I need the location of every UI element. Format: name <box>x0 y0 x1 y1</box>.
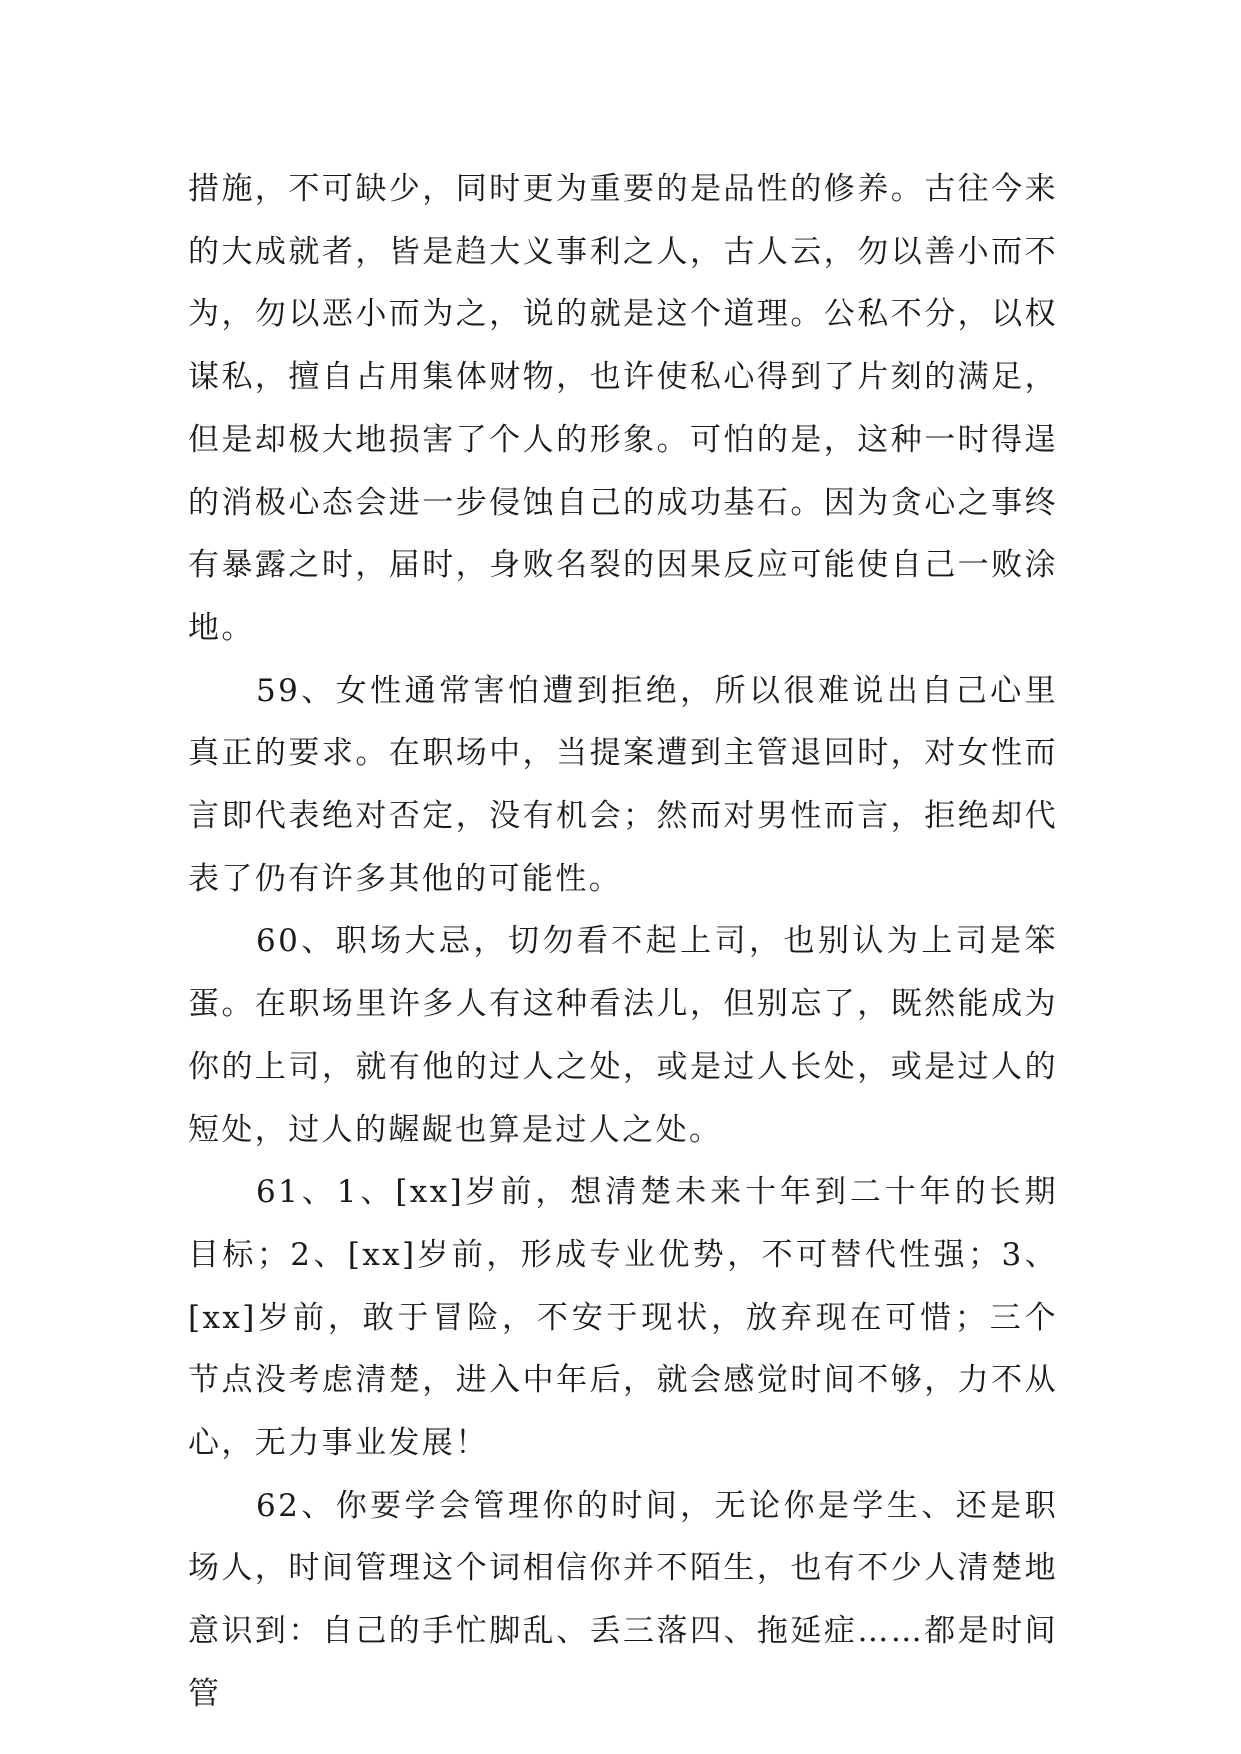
paragraph: 62、你要学会管理你的时间，无论你是学生、还是职场人，时间管理这个词相信你并不陌生，也有不少人清楚地意识到：自己的手忙脚乱、丢三落四、拖延症……都是时间管 <box>188 1487 1058 1712</box>
paragraph: 61、1、[xx]岁前，想清楚未来十年到二十年的长期目标；2、[xx]岁前，形成专业优势，不可替代性强；3、[xx]岁前，敢于冒险，不安于现状，放弃现在可惜；三个节点没考虑清楚，进入中年后，就会感觉时间不够，力不从心，无力事业发展！ <box>188 1174 1058 1462</box>
document-body <box>188 158 1058 1726</box>
paragraph: 措施，不可缺少，同时更为重要的是品性的修养。古往今来的大成就者，皆是趋大义事利之人，古人云，勿以善小而不为，勿以恶小而为之，说的就是这个道理。公私不分，以权谋私，擅自占用集体财物，也许使私心得到了片刻的满足，但是却极大地损害了个人的形象。可怕的是，这种一时得逞的消极心态会进一步侵蚀自己的成功基石。因为贪心之事终有暴露之时，届时，身败名裂的因果反应可能使自己一败涂地。 <box>188 171 1058 646</box>
paragraph: 59、女性通常害怕遭到拒绝，所以很难说出自己心里真正的要求。在职场中，当提案遭到主管退回时，对女性而言即代表绝对否定，没有机会；然而对男性而言，拒绝却代表了仍有许多其他的可能性。 <box>188 672 1058 897</box>
paragraph: 60、职场大忌，切勿看不起上司，也别认为上司是笨蛋。在职场里许多人有这种看法儿，但别忘了，既然能成为你的上司，就有他的过人之处，或是过人长处，或是过人的短处，过人的龌龊也算是过人之处。 <box>188 923 1058 1148</box>
